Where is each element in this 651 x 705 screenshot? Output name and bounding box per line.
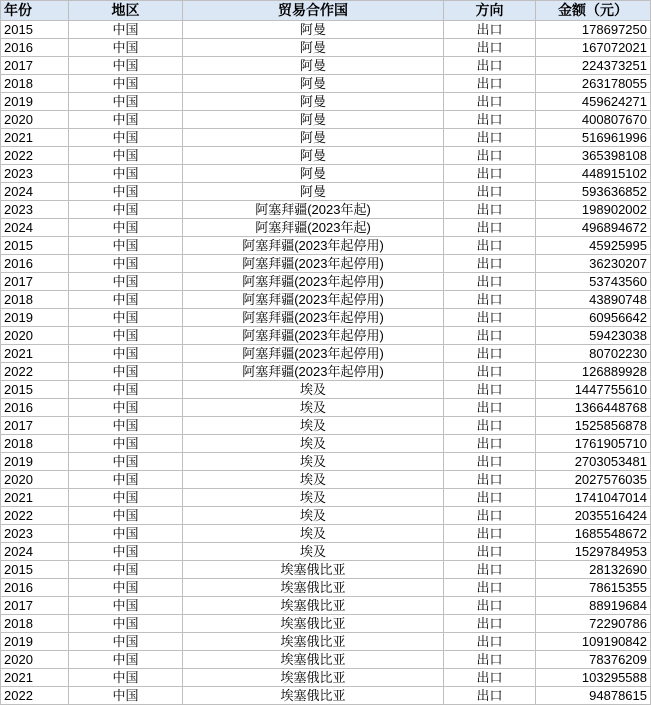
cell-direction[interactable]: 出口 [444, 579, 536, 597]
cell-direction[interactable]: 出口 [444, 597, 536, 615]
cell-region[interactable]: 中国 [69, 489, 183, 507]
cell-year[interactable]: 2016 [1, 39, 69, 57]
table-row [1, 633, 651, 651]
cell-direction[interactable]: 出口 [444, 183, 536, 201]
table-row [1, 471, 651, 489]
cell-year[interactable]: 2019 [1, 453, 69, 471]
cell-partner[interactable]: 阿曼 [183, 75, 444, 93]
cell-partner[interactable]: 阿塞拜疆(2023年起停用) [183, 291, 444, 309]
cell-region[interactable]: 中国 [69, 21, 183, 39]
cell-direction[interactable]: 出口 [444, 327, 536, 345]
cell-amount[interactable]: 59423038 [536, 327, 651, 345]
cell-amount[interactable]: 1761905710 [536, 435, 651, 453]
cell-year[interactable]: 2015 [1, 237, 69, 255]
cell-region[interactable]: 中国 [69, 273, 183, 291]
cell-amount[interactable]: 109190842 [536, 633, 651, 651]
cell-direction[interactable]: 出口 [444, 471, 536, 489]
cell-direction[interactable]: 出口 [444, 399, 536, 417]
cell-partner[interactable]: 埃及 [183, 435, 444, 453]
header-amount[interactable]: 金额（元） [536, 1, 651, 21]
cell-year[interactable]: 2021 [1, 345, 69, 363]
cell-region[interactable]: 中国 [69, 111, 183, 129]
cell-amount[interactable]: 88919684 [536, 597, 651, 615]
cell-region[interactable]: 中国 [69, 147, 183, 165]
cell-year[interactable]: 2020 [1, 651, 69, 669]
cell-amount[interactable]: 1529784953 [536, 543, 651, 561]
cell-partner[interactable]: 阿曼 [183, 57, 444, 75]
cell-year[interactable]: 2022 [1, 363, 69, 381]
cell-partner[interactable]: 阿塞拜疆(2023年起停用) [183, 345, 444, 363]
cell-direction[interactable]: 出口 [444, 561, 536, 579]
cell-year[interactable]: 2022 [1, 687, 69, 705]
cell-amount[interactable]: 167072021 [536, 39, 651, 57]
cell-region[interactable]: 中国 [69, 219, 183, 237]
table-row [1, 201, 651, 219]
cell-partner[interactable]: 埃塞俄比亚 [183, 651, 444, 669]
cell-region[interactable]: 中国 [69, 435, 183, 453]
cell-amount[interactable]: 516961996 [536, 129, 651, 147]
table-row [1, 453, 651, 471]
cell-partner[interactable]: 埃塞俄比亚 [183, 579, 444, 597]
cell-partner[interactable]: 埃及 [183, 453, 444, 471]
cell-region[interactable]: 中国 [69, 417, 183, 435]
cell-amount[interactable]: 28132690 [536, 561, 651, 579]
cell-partner[interactable]: 阿塞拜疆(2023年起停用) [183, 273, 444, 291]
cell-partner[interactable]: 埃及 [183, 471, 444, 489]
cell-region[interactable]: 中国 [69, 39, 183, 57]
cell-year[interactable]: 2019 [1, 633, 69, 651]
cell-year[interactable]: 2020 [1, 327, 69, 345]
cell-amount[interactable]: 2703053481 [536, 453, 651, 471]
cell-direction[interactable]: 出口 [444, 237, 536, 255]
header-region[interactable]: 地区 [69, 1, 183, 21]
table-row [1, 93, 651, 111]
cell-year[interactable]: 2016 [1, 579, 69, 597]
table-row [1, 489, 651, 507]
cell-region[interactable]: 中国 [69, 75, 183, 93]
table-row [1, 21, 651, 39]
cell-partner[interactable]: 阿曼 [183, 111, 444, 129]
table-row [1, 219, 651, 237]
cell-region[interactable]: 中国 [69, 471, 183, 489]
table-row [1, 597, 651, 615]
cell-direction[interactable]: 出口 [444, 507, 536, 525]
cell-region[interactable]: 中国 [69, 129, 183, 147]
cell-direction[interactable]: 出口 [444, 417, 536, 435]
table-row [1, 399, 651, 417]
cell-amount[interactable]: 459624271 [536, 93, 651, 111]
cell-region[interactable]: 中国 [69, 237, 183, 255]
cell-partner[interactable]: 阿曼 [183, 183, 444, 201]
cell-amount[interactable]: 126889928 [536, 363, 651, 381]
cell-direction[interactable]: 出口 [444, 21, 536, 39]
table-row [1, 39, 651, 57]
cell-region[interactable]: 中国 [69, 291, 183, 309]
header-year[interactable]: 年份 [1, 1, 69, 21]
cell-partner[interactable]: 阿曼 [183, 39, 444, 57]
cell-amount[interactable]: 1366448768 [536, 399, 651, 417]
table-row [1, 273, 651, 291]
cell-direction[interactable]: 出口 [444, 39, 536, 57]
cell-year[interactable]: 2016 [1, 255, 69, 273]
cell-year[interactable]: 2018 [1, 615, 69, 633]
table-row [1, 417, 651, 435]
cell-partner[interactable]: 埃及 [183, 525, 444, 543]
cell-amount[interactable]: 400807670 [536, 111, 651, 129]
cell-direction[interactable]: 出口 [444, 129, 536, 147]
cell-direction[interactable]: 出口 [444, 525, 536, 543]
cell-year[interactable]: 2018 [1, 291, 69, 309]
cell-region[interactable]: 中国 [69, 381, 183, 399]
cell-direction[interactable]: 出口 [444, 255, 536, 273]
cell-partner[interactable]: 埃塞俄比亚 [183, 615, 444, 633]
cell-direction[interactable]: 出口 [444, 309, 536, 327]
table-row [1, 309, 651, 327]
cell-region[interactable]: 中国 [69, 255, 183, 273]
cell-region[interactable]: 中国 [69, 363, 183, 381]
table-row [1, 669, 651, 687]
cell-partner[interactable]: 阿塞拜疆(2023年起停用) [183, 309, 444, 327]
cell-region[interactable]: 中国 [69, 525, 183, 543]
table-row [1, 435, 651, 453]
table-row [1, 111, 651, 129]
cell-region[interactable]: 中国 [69, 687, 183, 705]
cell-region[interactable]: 中国 [69, 615, 183, 633]
cell-direction[interactable]: 出口 [444, 111, 536, 129]
cell-year[interactable]: 2017 [1, 417, 69, 435]
cell-direction[interactable]: 出口 [444, 453, 536, 471]
cell-amount[interactable]: 2027576035 [536, 471, 651, 489]
cell-amount[interactable]: 1685548672 [536, 525, 651, 543]
cell-partner[interactable]: 阿塞拜疆(2023年起停用) [183, 237, 444, 255]
cell-year[interactable]: 2015 [1, 381, 69, 399]
cell-amount[interactable]: 2035516424 [536, 507, 651, 525]
cell-direction[interactable]: 出口 [444, 147, 536, 165]
cell-year[interactable]: 2024 [1, 543, 69, 561]
cell-year[interactable]: 2015 [1, 21, 69, 39]
cell-region[interactable]: 中国 [69, 201, 183, 219]
cell-direction[interactable]: 出口 [444, 75, 536, 93]
table-row [1, 129, 651, 147]
cell-partner[interactable]: 埃塞俄比亚 [183, 633, 444, 651]
table-row [1, 165, 651, 183]
cell-region[interactable]: 中国 [69, 327, 183, 345]
table-row [1, 183, 651, 201]
cell-direction[interactable]: 出口 [444, 633, 536, 651]
cell-partner[interactable]: 阿塞拜疆(2023年起停用) [183, 255, 444, 273]
cell-amount[interactable]: 60956642 [536, 309, 651, 327]
cell-region[interactable]: 中国 [69, 399, 183, 417]
table-row [1, 57, 651, 75]
cell-direction[interactable]: 出口 [444, 273, 536, 291]
cell-year[interactable]: 2021 [1, 669, 69, 687]
cell-amount[interactable]: 263178055 [536, 75, 651, 93]
table-row [1, 507, 651, 525]
cell-partner[interactable]: 埃及 [183, 417, 444, 435]
cell-year[interactable]: 2024 [1, 219, 69, 237]
cell-partner[interactable]: 埃塞俄比亚 [183, 669, 444, 687]
cell-amount[interactable]: 72290786 [536, 615, 651, 633]
cell-partner[interactable]: 阿塞拜疆(2023年起) [183, 219, 444, 237]
header-row [1, 1, 651, 21]
cell-year[interactable]: 2017 [1, 57, 69, 75]
cell-partner[interactable]: 阿曼 [183, 93, 444, 111]
cell-partner[interactable]: 埃及 [183, 543, 444, 561]
cell-amount[interactable]: 45925995 [536, 237, 651, 255]
cell-partner[interactable]: 埃及 [183, 507, 444, 525]
cell-amount[interactable]: 103295588 [536, 669, 651, 687]
cell-direction[interactable]: 出口 [444, 219, 536, 237]
cell-direction[interactable]: 出口 [444, 435, 536, 453]
cell-amount[interactable]: 1741047014 [536, 489, 651, 507]
cell-amount[interactable]: 365398108 [536, 147, 651, 165]
cell-direction[interactable]: 出口 [444, 615, 536, 633]
cell-direction[interactable]: 出口 [444, 93, 536, 111]
table-body [1, 21, 651, 705]
cell-direction[interactable]: 出口 [444, 669, 536, 687]
cell-amount[interactable]: 198902002 [536, 201, 651, 219]
cell-year[interactable]: 2023 [1, 201, 69, 219]
cell-direction[interactable]: 出口 [444, 165, 536, 183]
cell-amount[interactable]: 496894672 [536, 219, 651, 237]
cell-partner[interactable]: 埃塞俄比亚 [183, 597, 444, 615]
cell-direction[interactable]: 出口 [444, 291, 536, 309]
cell-partner[interactable]: 阿曼 [183, 129, 444, 147]
cell-partner[interactable]: 阿曼 [183, 21, 444, 39]
cell-amount[interactable]: 78615355 [536, 579, 651, 597]
cell-amount[interactable]: 53743560 [536, 273, 651, 291]
cell-region[interactable]: 中国 [69, 543, 183, 561]
cell-year[interactable]: 2024 [1, 183, 69, 201]
table-row [1, 579, 651, 597]
table-row [1, 255, 651, 273]
cell-partner[interactable]: 阿曼 [183, 165, 444, 183]
cell-region[interactable]: 中国 [69, 669, 183, 687]
cell-partner[interactable]: 埃塞俄比亚 [183, 687, 444, 705]
cell-direction[interactable]: 出口 [444, 201, 536, 219]
table-row [1, 147, 651, 165]
cell-year[interactable]: 2020 [1, 111, 69, 129]
cell-amount[interactable]: 36230207 [536, 255, 651, 273]
table-row [1, 687, 651, 705]
cell-region[interactable]: 中国 [69, 633, 183, 651]
cell-year[interactable]: 2022 [1, 507, 69, 525]
cell-year[interactable]: 2020 [1, 471, 69, 489]
cell-amount[interactable]: 448915102 [536, 165, 651, 183]
cell-direction[interactable]: 出口 [444, 345, 536, 363]
cell-partner[interactable]: 埃及 [183, 381, 444, 399]
table-row [1, 651, 651, 669]
cell-amount[interactable]: 43890748 [536, 291, 651, 309]
cell-direction[interactable]: 出口 [444, 489, 536, 507]
cell-year[interactable]: 2022 [1, 147, 69, 165]
cell-year[interactable]: 2023 [1, 525, 69, 543]
table-row [1, 291, 651, 309]
table-row [1, 345, 651, 363]
cell-amount[interactable]: 224373251 [536, 57, 651, 75]
cell-year[interactable]: 2021 [1, 129, 69, 147]
cell-direction[interactable]: 出口 [444, 687, 536, 705]
cell-amount[interactable]: 94878615 [536, 687, 651, 705]
cell-partner[interactable]: 阿塞拜疆(2023年起停用) [183, 327, 444, 345]
cell-region[interactable]: 中国 [69, 597, 183, 615]
cell-amount[interactable]: 1525856878 [536, 417, 651, 435]
cell-partner[interactable]: 阿曼 [183, 147, 444, 165]
cell-year[interactable]: 2021 [1, 489, 69, 507]
cell-region[interactable]: 中国 [69, 183, 183, 201]
table-row [1, 237, 651, 255]
cell-region[interactable]: 中国 [69, 561, 183, 579]
cell-region[interactable]: 中国 [69, 579, 183, 597]
cell-partner[interactable]: 阿塞拜疆(2023年起) [183, 201, 444, 219]
cell-amount[interactable]: 80702230 [536, 345, 651, 363]
cell-year[interactable]: 2017 [1, 273, 69, 291]
cell-region[interactable]: 中国 [69, 57, 183, 75]
table-row [1, 525, 651, 543]
cell-region[interactable]: 中国 [69, 345, 183, 363]
cell-region[interactable]: 中国 [69, 309, 183, 327]
header-direction[interactable]: 方向 [444, 1, 536, 21]
cell-region[interactable]: 中国 [69, 507, 183, 525]
table-row [1, 615, 651, 633]
cell-region[interactable]: 中国 [69, 651, 183, 669]
cell-partner[interactable]: 埃及 [183, 399, 444, 417]
cell-direction[interactable]: 出口 [444, 543, 536, 561]
table-row [1, 363, 651, 381]
cell-year[interactable]: 2019 [1, 309, 69, 327]
cell-year[interactable]: 2015 [1, 561, 69, 579]
cell-year[interactable]: 2017 [1, 597, 69, 615]
table-row [1, 543, 651, 561]
table-row [1, 75, 651, 93]
cell-region[interactable]: 中国 [69, 453, 183, 471]
cell-region[interactable]: 中国 [69, 165, 183, 183]
cell-year[interactable]: 2018 [1, 435, 69, 453]
table-row [1, 381, 651, 399]
table-row [1, 561, 651, 579]
cell-direction[interactable]: 出口 [444, 381, 536, 399]
table-row [1, 327, 651, 345]
cell-amount[interactable]: 1447755610 [536, 381, 651, 399]
header-partner[interactable]: 贸易合作国 [183, 1, 444, 21]
cell-partner[interactable]: 埃及 [183, 489, 444, 507]
cell-direction[interactable]: 出口 [444, 57, 536, 75]
cell-year[interactable]: 2018 [1, 75, 69, 93]
cell-amount[interactable]: 78376209 [536, 651, 651, 669]
cell-year[interactable]: 2019 [1, 93, 69, 111]
cell-partner[interactable]: 阿塞拜疆(2023年起停用) [183, 363, 444, 381]
cell-partner[interactable]: 埃塞俄比亚 [183, 561, 444, 579]
cell-year[interactable]: 2023 [1, 165, 69, 183]
cell-year[interactable]: 2016 [1, 399, 69, 417]
cell-amount[interactable]: 593636852 [536, 183, 651, 201]
cell-direction[interactable]: 出口 [444, 651, 536, 669]
cell-direction[interactable]: 出口 [444, 363, 536, 381]
cell-region[interactable]: 中国 [69, 93, 183, 111]
cell-amount[interactable]: 178697250 [536, 21, 651, 39]
